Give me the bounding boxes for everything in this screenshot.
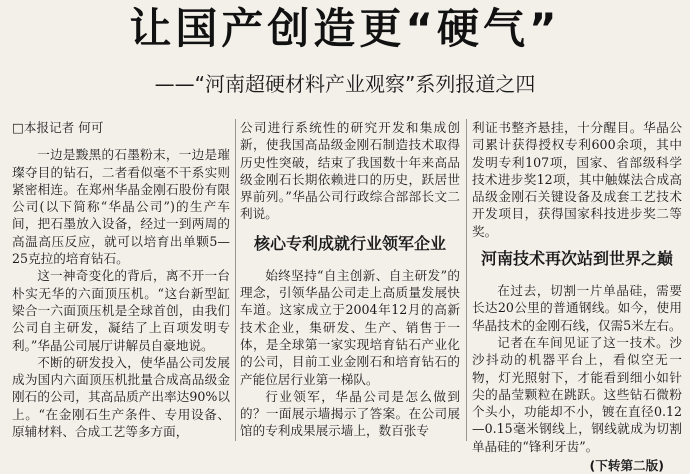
section-title: 核心专利成就行业领军企业	[253, 233, 446, 253]
continuation-note: (下转第二版)	[589, 458, 664, 474]
article-column-1	[12, 119, 230, 444]
article-paragraph: 利证书整齐悬挂，十分醒目。华晶公司累计获得授权专利600余项，其中发明专利107项，国家、省部级科学技术进步奖12项，其中触媒法合成高品级金刚石关键设备及成套工艺技术开发项目，获得国家科技进步奖二等奖。	[472, 120, 682, 239]
article-paragraph: 一边是黢黑的石墨粉末，一边是璀璨夺目的钻石，二者看似毫不干系实则紧密相连。在郑州华晶金刚石股份有限公司(以下简称“华晶公司”)的生产车间，把石墨放入设备，经过一到两周的高温高压反应，就可以培育出单颗5—25克拉的培育钻石。	[12, 147, 230, 267]
article-paragraph: 在过去，切割一片单晶硅，需要长达20公里的普通钢线。如今，使用华晶技术的金刚石线，仅需5米左右。	[472, 283, 682, 333]
article-paragraph: 不断的研发投入，使华晶公司发展成为国内六面顶压机批量合成高品级金刚石的公司，其高品质产出率达90%以上。“在金刚石生产条件、专用设备、原辅材料、合成工艺等多方面，	[12, 354, 230, 440]
article-paragraph: 始终坚持“自主创新、自主研发”的理念，引领华晶公司走上高质量发展快车道。这家成立于2004年12月的高新技术企业，集研发、生产、销售于一体，是全球第一家实现培育钻石产业化的公司，目前工业金刚石和培育钻石的产能位居行业第一梯队。	[240, 267, 460, 387]
column-divider	[235, 119, 236, 441]
article-paragraph: 公司进行系统性的研究开发和集成创新，使我国高品级金刚石制造技术取得历史性突破，结束了我国数十年来高品级金刚石长期依赖进口的历史，跃居世界前列。”华晶公司行政综合部部长文二利说。	[240, 120, 460, 222]
article-paragraph: 这一神奇变化的背后，离不开一台朴实无华的六面顶压机。“这台新型缸梁合一六面顶压机是全球首创，由我们公司自主研发，凝结了上百项发明专利。”华晶公司展厅讲解员自豪地说。	[12, 268, 230, 353]
section-title: 河南技术再次站到世界之巅	[480, 249, 673, 269]
subheadline: ——“河南超硬材料产业观察”系列报道之四	[154, 72, 536, 96]
column-divider	[466, 119, 467, 441]
article-column-2	[240, 119, 460, 444]
headline: 让国产创造更“硬气”	[129, 4, 561, 53]
article-paragraph: 行业领军，华晶公司是怎么做到的？一面展示墙揭示了答案。在公司展馆的专利成果展示墙上，数百张专	[240, 388, 460, 439]
article-column-3	[472, 119, 682, 474]
byline: □本报记者 何可	[12, 120, 104, 135]
article-paragraph: 记者在车间见证了这一技术。沙沙抖动的机器平台上，看似空无一物，灯光照射下，才能看到细小如针尖的晶莹颗粒在跳跃。这些钻石微粉个头小，功能却不小，镀在直径0.12—0.15毫米钢线上，钢线就成为切割单晶硅的“锋利牙齿”。	[472, 334, 682, 454]
